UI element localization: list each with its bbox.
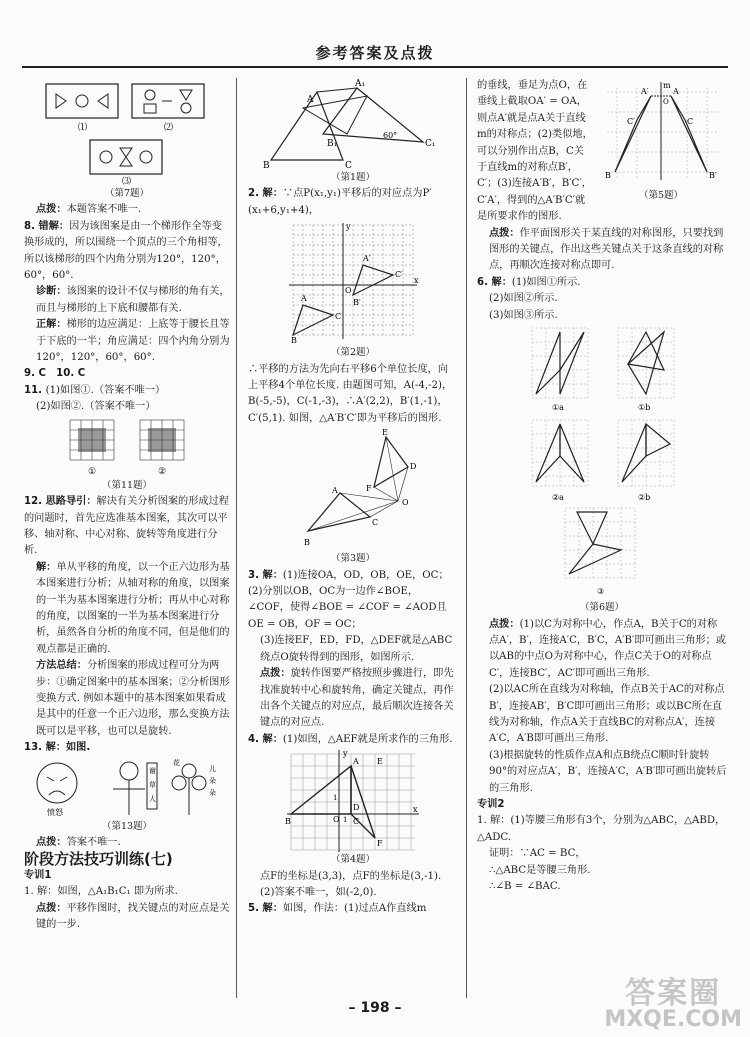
q8-text: 因为该图案是由一个梯形作全等变换形成的，所以围绕一个顶点的三个角相等，所以该梯形的四个内角分别为120°，120°，60°，60°. [24,220,228,282]
header-rule [22,66,728,68]
q5-label: 解： [262,903,283,915]
q8-fix-label: 正解： [36,319,67,331]
zx2-proof3: ∴∠B = ∠BAC. [489,881,561,892]
fig5-label-B-prime: B′ [709,171,717,180]
column-2 [248,78,458,918]
fig4-label-C: C [353,817,360,827]
q13-tip: 答案不唯一. [66,837,121,848]
figure-7 [32,78,222,186]
q5-text: 如图，作法：(1)过点A作直线m [282,903,427,915]
fig4-label-x: x [413,805,418,815]
fig3-label-O: O [402,498,409,508]
fig2-label-C: C [335,312,342,322]
q6-number: 6. [477,276,492,288]
fig5-label-A-prime: A′ [641,87,649,96]
fig5-label-B: B [605,171,611,180]
fig2-caption: （第2题） [330,347,376,359]
fig1-label-A: A [307,95,314,105]
fig7-label-2: ⑵ [164,123,174,133]
fig2-label-B-prime: B′ [353,298,361,308]
fig11-caption: （第11题） [101,479,153,491]
fig13-text-cao: 草 [149,780,156,789]
fig1-label-A1: A₁ [355,79,366,89]
q5-tip-label: 点拨： [489,227,520,239]
fig5-label-m: m [663,81,671,90]
fig1-label-B: B [263,161,270,170]
figure-5 [597,78,725,182]
fig3-label-D: D [410,462,417,472]
q8-label: 错解： [38,220,70,232]
fig4-label-A: A [353,757,359,767]
zx2-heading: 专训2 [477,798,505,810]
q6-text2: (2)如图②所示. [489,293,558,305]
q5-tip: 作平面图形关于某直线的对称图形，只要找到图形的关键点，作出这些关键点关于这条直线的对称点，再顺次连接对称点即可. [489,227,724,272]
q5-block [477,78,727,226]
fig13-text-xie: 谢 [149,766,156,775]
q6-text1: (1)如图①所示. [511,276,581,288]
fig1-label-60: 60° [383,131,398,140]
figure-13 [29,757,225,819]
fig6-sub-1b: ①b [638,403,651,413]
q12-sum-text: 分析图案的形成过程可分为两步：①确定图案中的基本图案；②分析图形变换方式. 例如本题中的基本图案如果看成是其中的任意一个正六边形，那么变换方法既可以是平移，也可以是旋转. [36,660,230,737]
q11-line2: (2)如图②.（答案不唯一） [36,401,156,413]
fig5-label-O: O [663,98,669,106]
fig5-label-A: A [673,87,679,96]
q12-sol-label: 解： [36,561,57,573]
zx2-proof2: ∴△ABC是等腰三角形. [489,864,591,876]
fig4-label-y: y [343,749,348,759]
fig7-label-1: ⑴ [78,123,88,133]
column-divider-1 [236,78,237,998]
q8-number: 8. [24,220,39,232]
zx1-heading: 专训1 [24,869,52,881]
fig1-caption: （第1题） [330,172,376,183]
q5-number: 5. [248,903,263,915]
fig2-label-y: y [346,222,351,232]
fig11-label-2: ② [158,466,167,477]
zx2-proof1: 证明：∵AC = BC， [489,848,586,860]
q8-fix-text: 梯形的边应满足：上底等于腰长且等于下底的一半；角应满足：四个内角分别为120°，120°，60°，60°. [36,319,230,364]
zx1-tip: 平移作图时，找关键点的对应点是关键的一步. [36,902,230,931]
figure-3 [278,427,428,551]
q8-diag-label: 诊断： [36,286,67,298]
watermark-line2: MXQE.COM [604,1007,742,1032]
column-3 [477,78,727,895]
fig3-caption: （第3题） [330,553,376,565]
page-header: 参考答案及点拨 [315,44,435,62]
q12-label: 思路导引： [45,496,97,508]
q4-number: 4. [248,733,263,745]
q6-label: 解： [491,276,512,288]
q3-text: (1)连接OA，OD，OB，OE，OC；(2)分别以OB，OC为一边作∠BOE，∠COF，使得∠BOE = ∠COF = ∠AOD且OE = OB，OF = OC； [248,569,449,630]
figure-6-row3 [547,504,657,600]
figure-2 [283,219,423,345]
fig2-label-A: A [301,294,307,304]
q13-tip-label: 点拨： [36,837,67,848]
q6-tip-label: 点拨： [489,618,520,630]
fig7-label-3: ⑶ [122,177,132,186]
figure-11 [52,416,202,478]
q4-label: 解： [262,733,283,745]
figure-6-row1 [522,324,682,416]
q2-text: ∵点P(x₁,y₁)平移后的对应点为P′(x₁+6,y₁+4)， [248,188,432,216]
q3-label: 解： [262,569,283,581]
q4-part2: (2)答案不唯一，如(-2,0). [260,886,377,898]
fig2-label-O: O [345,286,352,296]
q4-continuation: 点F的坐标是(3,3)，点F的坐标是(3,-1). [260,870,442,882]
q11-number: 11. [24,384,46,396]
fig13-text-anger: 愤怒 [47,807,63,817]
q13-text: 13. 解：如图. [24,742,91,754]
q2-label: 解： [262,188,283,200]
q11-line1: (1)如图①.（答案不唯一） [45,384,166,396]
fig4-label-1y: 1 [333,794,338,803]
q8-diag-text: 该图案的设计不仅与梯形的角有关，而且与梯形的上下底和腰都有关. [36,286,230,314]
column-divider-2 [466,78,467,998]
fig3-label-A: A [332,486,338,496]
fig5-wrap [597,78,725,226]
fig6-sub-3: ③ [597,587,605,597]
q9-10-answers: 9. C 10. C [24,368,86,380]
fig6-caption: （第6题） [579,602,625,614]
fig4-label-O: O [333,815,340,825]
q7-tip: 本题答案不唯一. [66,204,142,216]
fig7-caption: （第7题） [104,188,150,199]
q6-tip3: (3)根据旋转的性质作点A和点B绕点C顺时针旋转90°的对应点A′，B′，连接A′C，A′B′即可画出旋转后的三角形. [489,749,727,794]
figure-6-row2 [522,416,682,504]
fig4-label-1x: 1 [343,816,348,825]
q12-sum-label: 方法总结： [36,660,87,672]
q2-continuation: ∴平移的方法为先向右平移6个单位长度，向上平移4个单位长度. 由题图可知，A(-4,-2)，B(-5,-5)，C(-1,-3)，∴A′(2,2)，B′(1,-1)，C′(5,1). 如图，△A′B′C′即为平移后的图形. [248,363,453,424]
fig4-caption: （第4题） [330,854,376,866]
fig13-caption: （第13题） [101,820,153,832]
fig4-label-D: D [353,803,360,813]
fig2-label-C-prime: C′ [395,270,403,280]
fig3-label-E: E [382,428,388,438]
q6-tip1: (1)以C为对称中心，作点A，B关于C的对称点A′，B′，连接A′C，B′C，A′B′即可画出三角形；或以AB的中点O为对称中心，作点C关于O的对称点C′，连接BC′，AC′即可画出三角形. [489,618,726,679]
q3-tip-label: 点拨： [260,668,291,680]
figure-4 [285,748,421,852]
fig3-label-F: F [366,484,372,494]
q3-text2: (3)连接EF，ED，FD，△DEF就是△ABC绕点O旋转得到的图形，如图所示. [260,635,453,663]
fig13-text-ren: 人 [149,794,156,803]
fig13-text-duo2: 朵 [209,788,216,797]
watermark [604,976,742,1033]
page-number: – 198 – [348,1000,402,1016]
fig6-sub-2b: ②b [638,493,651,503]
fig2-label-B: B [291,336,297,346]
q3-number: 3. [248,569,263,581]
column-1 [24,78,230,933]
fig11-label-1: ① [88,466,97,477]
q12-number: 12. [24,496,46,508]
fig4-label-B: B [285,817,291,827]
tip-label: 点拨： [36,204,67,216]
zx1-q1: 1. 解：如图，△A₁B₁C₁ 即为所求. [24,886,178,898]
q12-sol-text: 单从平移的角度，以一个正六边形为基本图案进行分析；从轴对称的角度，以图案的一半为基本图案进行分析；再从中心对称的角度，以图案的一半为基本图案进行分析，虽然各自分析的角度不同，但是他们的观点都是正确的. [36,561,230,655]
fig3-label-C: C [372,518,379,528]
fig3-label-B: B [304,538,310,548]
q6-text3: (3)如图③所示. [489,309,558,321]
fig1-label-B1: B₁ [327,139,338,149]
figure-1 [263,78,443,170]
fig5-caption: （第5题） [638,190,684,202]
q3-tip: 旋转作图要严格按照步骤进行，即先找准旋转中心和旋转角，确定关键点，再作出各个关键点的对应点，最后顺次连接各关键点的对应点. [260,668,454,729]
fig4-label-F: F [377,839,383,849]
fig2-label-A-prime: A′ [363,254,371,264]
section-title: 阶段方法技巧训练(七) [24,850,173,869]
fig4-label-E: E [377,757,383,767]
q6-tip2: (2)以AC所在直线为对称轴，作点B关于AC的对称点B′，连接AB′，B′C即可画出三角形；或以BC所在直线为对称轴，作点A关于直线BC的对称点A′，连接A′C，A′B即可画出三角形. [489,684,725,745]
q4-text: (1)如图，△AEF就是所求作的三角形. [282,733,453,745]
q12-text: 解决有关分析图案的形成过程的问题时，首先应选准基本图案，其次可以平移、轴对称、中心对称、旋转等角度进行分析. [24,496,229,557]
zx1-tip-label: 点拨： [36,902,67,914]
zx2-q1: 1. 解：(1)等腰三角形有3个，分别为△ABC，△ABD，△ADC. [477,815,726,843]
fig13-text-hua: 花 [173,758,180,767]
fig2-label-x: x [414,276,419,286]
fig6-sub-2a: ②a [552,493,564,503]
fig6-sub-1a: ①a [552,403,564,413]
fig5-label-C: C [687,117,694,126]
q5-continuation: 的垂线，垂足为点O，在垂线上截取OA′ = OA，则点A′就是点A关于直线m的对称点；(2)类似地，可以分别作出点B，C关于直线m的对称点B′，C′；(3)连接A′B′，B′C′，C′A′，得到的△A′B′C′就是所要求作的图形. [477,80,593,223]
fig1-label-C: C [345,161,352,170]
fig13-text-er: 儿 [209,764,216,773]
q2-number: 2. [248,188,263,200]
fig13-text-duo1: 朵 [209,776,216,785]
fig1-label-C1: C₁ [425,139,436,149]
fig5-label-C-prime: C′ [627,117,635,126]
watermark-line1: 答案圈 [625,976,722,1011]
